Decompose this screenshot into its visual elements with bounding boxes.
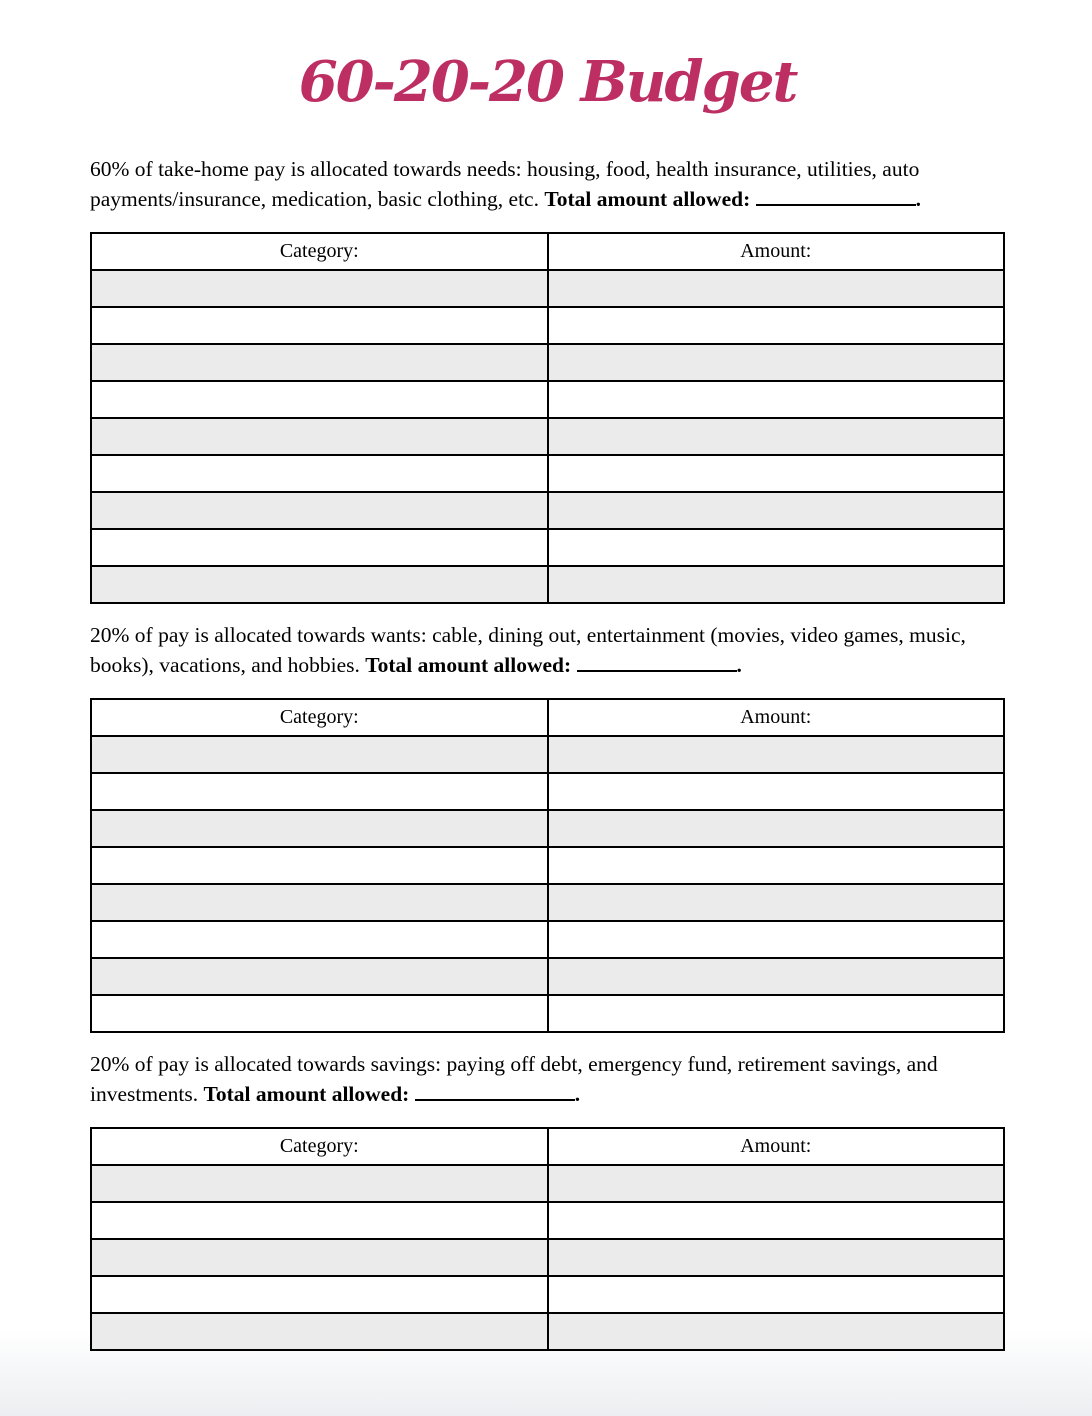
wants-table	[90, 698, 1005, 1033]
amount-cell	[548, 736, 1005, 773]
category-header-cell: Category:	[91, 233, 548, 270]
amount-cell	[548, 1202, 1005, 1239]
table-row	[91, 418, 1004, 455]
category-cell	[91, 921, 548, 958]
category-cell	[91, 418, 548, 455]
amount-cell	[548, 566, 1005, 603]
table-row	[91, 1202, 1004, 1239]
amount-cell	[548, 1276, 1005, 1313]
total-amount-blank	[756, 184, 916, 206]
amount-cell	[548, 921, 1005, 958]
category-cell	[91, 736, 548, 773]
amount-cell	[548, 529, 1005, 566]
amount-header-cell: Amount:	[548, 233, 1005, 270]
period: .	[736, 653, 742, 677]
wants-intro	[90, 620, 1005, 680]
table-row	[91, 492, 1004, 529]
amount-cell	[548, 1239, 1005, 1276]
category-header-cell: Category:	[91, 699, 548, 736]
period: .	[574, 1082, 581, 1106]
category-cell	[91, 810, 548, 847]
table-row	[91, 1313, 1004, 1350]
category-cell	[91, 884, 548, 921]
table-row	[91, 810, 1004, 847]
section-needs	[90, 154, 1005, 604]
table-row	[91, 566, 1004, 603]
amount-cell	[548, 307, 1005, 344]
savings-intro	[90, 1049, 1005, 1109]
table-row	[91, 270, 1004, 307]
category-cell	[91, 566, 548, 603]
category-cell	[91, 381, 548, 418]
section-savings	[90, 1049, 1005, 1351]
intro-line: 20% of pay is allocated towards wants: cable, dining out, entertainment (movies, video games, music,	[90, 623, 966, 647]
category-cell	[91, 1313, 548, 1350]
amount-cell	[548, 492, 1005, 529]
intro-line: books), vacations, and hobbies.	[90, 653, 360, 677]
amount-cell	[548, 1165, 1005, 1202]
page-title: 60-20-20 Budget	[298, 49, 797, 115]
total-amount-label: Total amount allowed:	[544, 187, 751, 211]
table-header-row	[91, 233, 1004, 270]
needs-table	[90, 232, 1005, 604]
amount-cell	[548, 455, 1005, 492]
total-amount-label: Total amount allowed:	[365, 653, 572, 677]
table-row	[91, 958, 1004, 995]
table-row	[91, 529, 1004, 566]
section-wants	[90, 620, 1005, 1033]
table-row	[91, 921, 1004, 958]
amount-cell	[548, 995, 1005, 1032]
category-cell	[91, 995, 548, 1032]
table-row	[91, 381, 1004, 418]
table-row	[91, 884, 1004, 921]
intro-line: payments/insurance, medication, basic clothing, etc.	[90, 187, 539, 211]
category-cell	[91, 455, 548, 492]
amount-header-cell: Amount:	[548, 1128, 1005, 1165]
category-cell	[91, 1239, 548, 1276]
category-cell	[91, 307, 548, 344]
total-amount-blank	[577, 650, 737, 672]
total-amount-blank	[415, 1079, 575, 1101]
intro-line: 20% of pay is allocated towards savings: paying off debt, emergency fund, retirement savings, and	[90, 1052, 938, 1076]
table-row	[91, 344, 1004, 381]
amount-cell	[548, 810, 1005, 847]
amount-cell	[548, 847, 1005, 884]
amount-cell	[548, 1313, 1005, 1350]
category-cell	[91, 1202, 548, 1239]
amount-cell	[548, 418, 1005, 455]
category-cell	[91, 492, 548, 529]
amount-cell	[548, 773, 1005, 810]
period: .	[915, 187, 921, 211]
savings-table-body	[91, 1165, 1004, 1350]
table-row	[91, 1165, 1004, 1202]
amount-cell	[548, 884, 1005, 921]
category-header-cell: Category:	[91, 1128, 548, 1165]
table-row	[91, 847, 1004, 884]
category-cell	[91, 1276, 548, 1313]
table-row	[91, 1239, 1004, 1276]
table-row	[91, 1276, 1004, 1313]
wants-table-body	[91, 736, 1004, 1032]
total-amount-label: Total amount allowed:	[203, 1082, 410, 1106]
amount-header-cell: Amount:	[548, 699, 1005, 736]
table-row	[91, 736, 1004, 773]
category-cell	[91, 270, 548, 307]
amount-cell	[548, 958, 1005, 995]
table-header-row	[91, 699, 1004, 736]
category-cell	[91, 958, 548, 995]
intro-line: 60% of take-home pay is allocated towards needs: housing, food, health insurance, utilities, auto	[90, 157, 920, 181]
table-header-row	[91, 1128, 1004, 1165]
intro-line: investments.	[90, 1082, 199, 1106]
category-cell	[91, 847, 548, 884]
amount-cell	[548, 270, 1005, 307]
amount-cell	[548, 344, 1005, 381]
savings-table	[90, 1127, 1005, 1351]
needs-table-body	[91, 270, 1004, 603]
category-cell	[91, 344, 548, 381]
category-cell	[91, 773, 548, 810]
table-row	[91, 455, 1004, 492]
table-row	[91, 307, 1004, 344]
table-row	[91, 995, 1004, 1032]
amount-cell	[548, 381, 1005, 418]
category-cell	[91, 529, 548, 566]
table-row	[91, 773, 1004, 810]
category-cell	[91, 1165, 548, 1202]
needs-intro	[90, 154, 1005, 214]
